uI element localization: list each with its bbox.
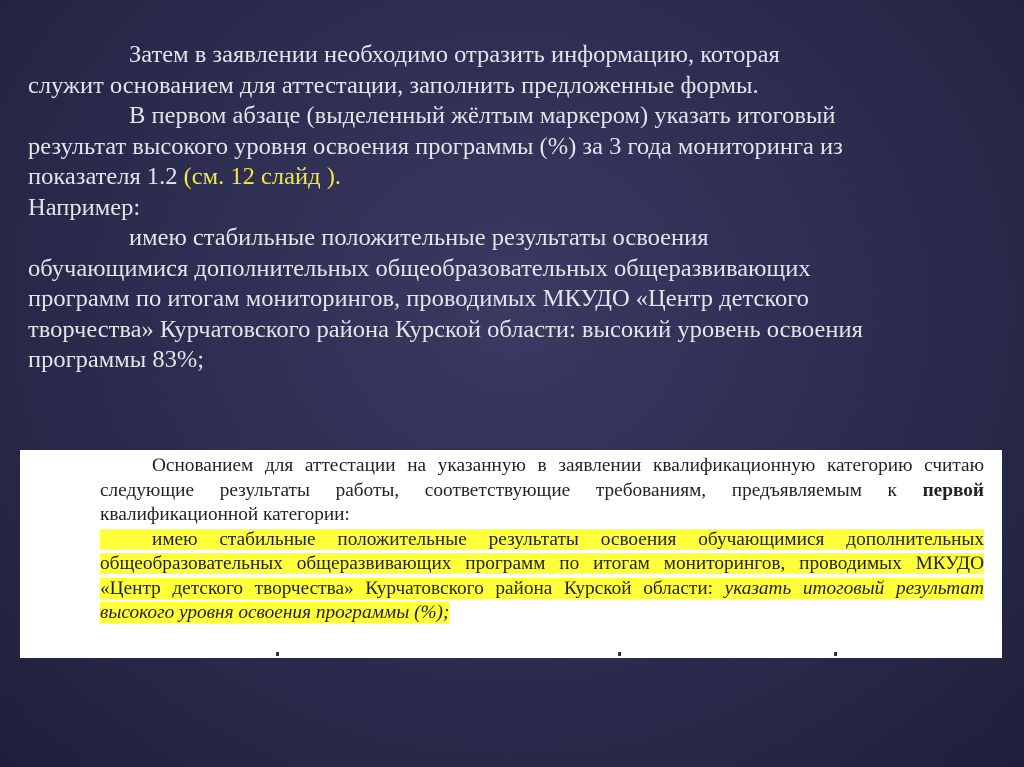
slide-line: творчества» Курчатовского района Курской области: высокий уровень освоения (28, 315, 863, 343)
slide-line: обучающимися дополнительных общеобразовательных общеразвивающих (28, 254, 811, 282)
slide-line: имею стабильные положительные результаты освоения (129, 224, 709, 251)
slide-reference: (см. 12 слайд ). (183, 163, 342, 190)
document-scan-text (100, 454, 984, 626)
slide-line: служит основанием для аттестации, заполнить предложенные формы. (28, 71, 759, 99)
scan-artifact (618, 652, 621, 656)
slide-line: В первом абзаце (выделенный жёлтым маркером) указать итоговый (129, 102, 836, 129)
slide-line: результат высокого уровня освоения программы (%) за 3 года мониторинга из (28, 132, 843, 160)
slide-line: показателя 1.2 (см. 12 слайд ). (28, 163, 342, 190)
example-heading: Например: (28, 193, 141, 221)
slide-line: Затем в заявлении необходимо отразить информацию, которая (129, 41, 780, 68)
document-scan (20, 450, 1002, 658)
scan-artifact (834, 652, 837, 656)
scan-artifact (276, 652, 279, 656)
scan-paragraph-1: Основанием для аттестации на указанную в заявлении квалификационную категорию считаю следующие результаты работы, соответствующие требованиям, предъявляемым к первой квалификационной категории: (100, 455, 984, 525)
scan-paragraph-2: имею стабильные положительные результаты освоения обучающимися дополнительных общеобразовательных общеразвивающих программ по итогам мониторингов, проводимых МКУДО «Центр детского творчества» Курчатовского района Курской области: указать итоговый результат высокого уровня освоения программы (%); (100, 528, 984, 623)
slide-line: программы 83%; (28, 346, 205, 373)
slide-text-block (28, 40, 1000, 376)
slide-line: программ по итогам мониторингов, проводимых МКУДО «Центр детского (28, 285, 809, 312)
